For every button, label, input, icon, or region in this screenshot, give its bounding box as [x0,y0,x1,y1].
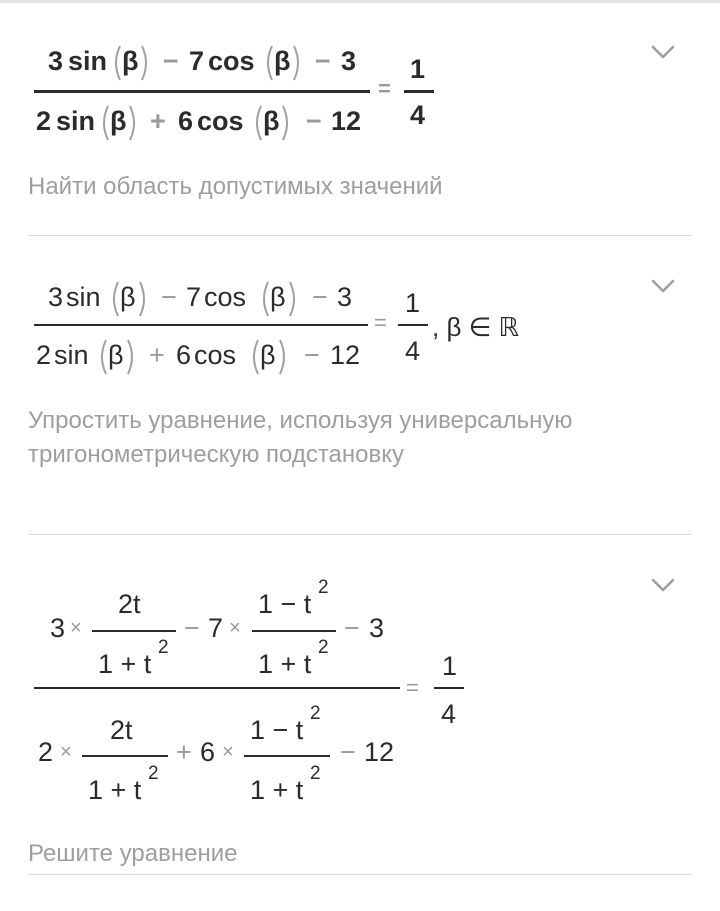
variable: β [110,106,127,136]
rhs-denominator: 4 [405,336,421,366]
left-paren [251,103,263,143]
exponent: 2 [310,703,321,724]
right-paren [288,279,300,319]
fraction-bar [404,90,434,93]
exponent: 2 [148,763,159,784]
exponent: 2 [310,763,321,784]
fraction-denominator: 1 + t [88,775,142,805]
function-name: cos [197,106,244,136]
coefficient: 7 [208,613,224,643]
fraction-denominator: 1 + t [258,649,312,679]
coefficient: 3 [48,46,64,76]
constant: 12 [330,340,361,370]
function-name: sin [66,282,101,312]
operator: − [306,106,322,136]
coefficient: 6 [178,106,194,136]
variable: β [274,46,291,76]
function-name: cos [208,46,255,76]
equation [0,0,720,160]
operator: − [315,46,331,76]
left-paren [98,103,110,143]
variable: β [263,106,280,136]
rhs-numerator: 1 [405,288,421,318]
right-paren [281,103,293,143]
fraction-bar [252,630,336,632]
exponent: 2 [318,637,329,658]
left-paren [258,279,270,319]
coefficient: 2 [36,106,52,136]
function-name: sin [56,106,96,136]
operator: − [304,340,320,370]
constant: 3 [369,613,385,643]
variable: β [122,46,139,76]
fraction-bar [434,687,464,689]
fraction-bar [398,324,428,326]
fraction-denominator: 1 + t [250,775,304,805]
left-paren [96,337,108,377]
function-name: sin [68,46,108,76]
right-paren [292,43,304,83]
fraction-bar [34,324,368,326]
coefficient: 6 [176,340,192,370]
right-paren [138,279,150,319]
solution-step-3[interactable] [0,535,720,875]
operator: − [163,46,179,76]
constant: 12 [364,737,395,767]
rhs-denominator: 4 [441,699,457,729]
constant: 12 [331,106,362,136]
operator: − [312,282,328,312]
coefficient: 2 [38,737,54,767]
equation [0,236,720,386]
step-description: Решите уравнение [28,840,238,867]
main-fraction-bar [34,687,400,689]
coefficient: 3 [50,613,66,643]
variable: β [120,282,136,312]
fraction-numerator: 1 − t [258,589,312,619]
constant: 3 [341,46,357,76]
right-paren [126,337,138,377]
fraction-bar [92,630,176,632]
equals-sign: = [374,310,387,335]
step-description: Найти область допустимых значений [28,173,443,200]
operator: × [70,617,82,639]
fraction-denominator: 1 + t [98,649,152,679]
left-paren [110,43,122,83]
variable: β [270,282,286,312]
function-name: sin [54,340,89,370]
left-paren [248,337,260,377]
equals-sign: = [406,675,419,700]
equals-sign: = [378,76,391,101]
operator: − [184,613,200,643]
variable: β [260,340,276,370]
solution-step-2[interactable] [0,236,720,534]
step-description: Упростить уравнение, используя универсальную тригонометрическую подстановку [28,407,573,468]
fraction-numerator: 1 − t [250,715,304,745]
coefficient: 6 [200,737,216,767]
fraction-bar [244,755,330,757]
operator: − [161,282,177,312]
operator: − [340,737,356,767]
operator: × [229,617,241,639]
exponent: 2 [318,577,329,598]
operator: − [344,613,360,643]
fraction-numerator: 2t [118,589,141,619]
rhs-denominator: 4 [410,100,426,130]
constant: 3 [337,282,353,312]
rhs-numerator: 1 [442,651,458,681]
right-paren [278,337,290,377]
operator: + [176,737,192,767]
operator: × [222,741,234,763]
coefficient: 7 [189,46,205,76]
rhs-numerator: 1 [410,54,426,84]
function-name: cos [194,340,237,370]
right-paren [140,43,152,83]
function-name: cos [204,282,247,312]
domain-condition: , β ∈ ℝ [432,312,520,342]
coefficient: 7 [186,282,202,312]
fraction-bar [82,755,168,757]
left-paren [108,279,120,319]
left-paren [262,43,274,83]
operator: + [150,106,166,136]
fraction-numerator: 2t [110,715,133,745]
variable: β [108,340,124,370]
divider [28,874,692,875]
operator: + [149,340,165,370]
solution-step-1[interactable] [0,0,720,236]
equation [0,535,720,815]
coefficient: 3 [48,282,64,312]
right-paren [128,103,140,143]
exponent: 2 [158,637,169,658]
coefficient: 2 [36,340,52,370]
fraction-bar [34,90,370,93]
operator: × [60,741,72,763]
